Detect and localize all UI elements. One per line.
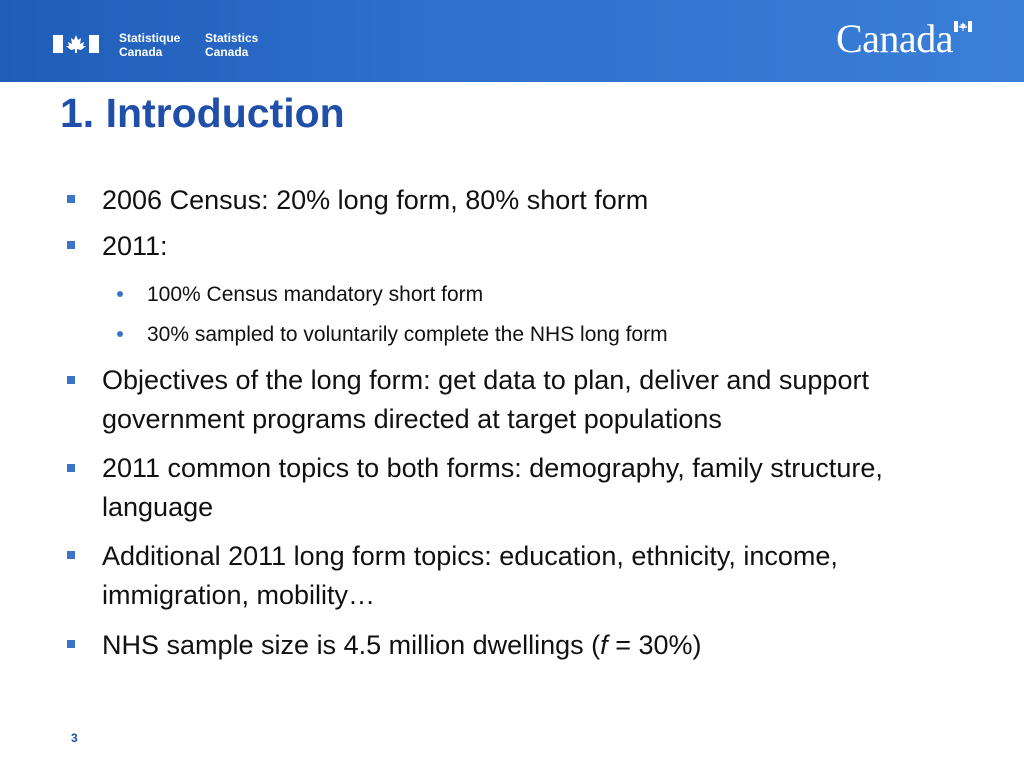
agency-fr-line2: Canada <box>119 45 163 59</box>
bullet-item: 2011 common topics to both forms: demography, family structure, language <box>102 453 883 522</box>
agency-en-line2: Canada <box>205 45 249 59</box>
slide-title: 1. Introduction <box>60 90 345 136</box>
bullet-item: Objectives of the long form: get data to plan, deliver and support government programs directed at target populations <box>102 365 869 434</box>
bullet-marker <box>67 241 75 249</box>
bullet-text-after: = 30%) <box>607 630 702 660</box>
bullet-marker <box>67 195 75 203</box>
agency-en-line1: Statistics <box>205 31 259 45</box>
sub-bullet-marker <box>117 291 123 297</box>
sub-bullet-marker <box>117 331 123 337</box>
sub-bullet-item: 100% Census mandatory short form <box>147 283 484 306</box>
bullet-item: 2006 Census: 20% long form, 80% short form <box>102 185 649 215</box>
bullet-item: Additional 2011 long form topics: education, ethnicity, income, immigration, mobility… <box>102 541 838 610</box>
bullet-item: 2011: <box>102 231 168 261</box>
page-number: 3 <box>71 731 78 745</box>
bullet-marker <box>67 376 75 384</box>
bullet-marker <box>67 551 75 559</box>
sub-bullet-item: 30% sampled to voluntarily complete the NHS long form <box>147 323 668 346</box>
bullet-marker <box>67 464 75 472</box>
bullet-text-before: NHS sample size is 4.5 million dwellings ( <box>102 630 601 660</box>
canada-wordmark: Canada <box>836 16 953 61</box>
agency-fr-line1: Statistique <box>119 31 181 45</box>
bullet-item <box>102 626 992 665</box>
bullet-text-italic: f <box>600 630 608 660</box>
bullet-marker <box>67 640 75 648</box>
